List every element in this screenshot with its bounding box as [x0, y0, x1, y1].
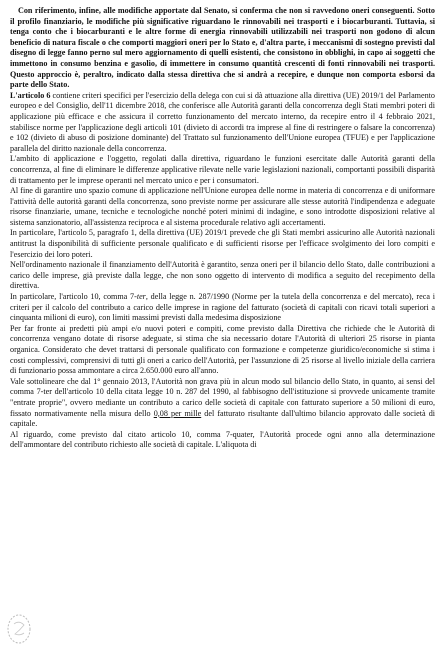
paragraph-resources: Per far fronte ai predetti più ampi e/o nuovi poteri e compiti, come previsto dalla Direttiva che richiede che le Autorità di concorrenza vengano dotate di risorse adeguate, si stima che sia necessario dotare l'Autorità di ulteriori 25 risorse in pianta organica. Considerato che devet trattarsi di personale qualificato con formazione e competenze giuridico/economiche si stima i costi complessivi, comprensivi di tutti gli oneri a carico dell'Autorità, per l'assunzione di 25 risorse al livello iniziale della carriera di funzionario possa ammontare a circa 2.650.000 euro all'anno.	[10, 323, 435, 376]
rate-underlined: 0,08 per mille	[153, 408, 202, 418]
paragraph-article-6	[10, 91, 435, 155]
article-6-text: contiene criteri specifici per l'esercizio della delega con cui si dà attuazione alla direttiva (UE) 2019/1 del Parlamento europeo e del Consiglio, dell'11 dicembre 2018, che conferisce alle Autorità garanti della concorrenza degli Stati membri poteri di applicazione più efficace e che assicura il corretto funzionamento del mercato interno, da recepire entro il 4 febbraio 2021, stabilisce norme per l'applicazione degli articoli 101 (divieto di accordi tra imprese al fine di restringere o falsare la concorrenza) e 102 (divieto di abuso di posizione dominante) del Trattato sul funzionamento dell'Unione europea (TFUE) e per l'applicazione parallela del diritto nazionale della concorrenza.	[10, 90, 435, 153]
paragraph-senate-amendments: Con riferimento, infine, alle modifiche apportate dal Senato, si conferma che non si ravvedono oneri conseguenti. Sotto il profilo finanziario, le modifiche più significative riguardano le rinnovabili nei trasporti e i biocarburanti. Tuttavia, si tenga conto che i biocarburanti e le altre forme di energia rinnovabili utilizzabili nei trasporti non godono di alcun beneficio di natura fiscale o che comporti maggiori oneri per lo Stato e, d'altra parte, i meccanismi di sostegno previsti dal disegno di legge fanno perno sul mero aggiornamento di quelli esistenti, che consistono in obblighi, in capo ai soggetti che immettono in consumo benzina e gasolio, di immettere in consumo quantità crescenti di fonti rinnovabili nei trasporti. Questo approccio è, peraltro, indicato dalla stessa direttiva che si andrà a recepire, e dunque non comporta esborsi da parte dello Stato.	[10, 6, 435, 90]
article-10-text-b: , della legge n. 287/1990 (Norme per la tutela della concorrenza e del mercato), reca i criteri per il calcolo del contributo a carico delle imprese in ragione del fatturato (società di capitali con ricavi totali superiori a cinquanta milioni di euro), con limiti massimi previsti dalla medesima disposizione	[10, 292, 435, 323]
article-10-ter: ter	[136, 292, 146, 302]
since-2013-text-a: Vale sottolineare che dal 1° gennaio 2013, l'Autorità non grava più in alcun modo sul bilancio dello Stato, in quanto, ai sensi del comma 7-ter dell'articolo 10 della citata legge 10 n. 287 del 1990, al fabbisogno dell'istituzione si provvede unicamente tramite "entrate proprie", ovvero mediante un contributo a carico delle società di capitale con fatturato superiore a 50 milioni di euro, fissato normativamente nella misura dello	[10, 376, 435, 418]
article-6-lead: L'articolo 6	[10, 90, 51, 100]
paragraph-article-5: In particolare, l'articolo 5, paragrafo 1, della direttiva (UE) 2019/1 prevede che gli Stati membri assicurino alle Autorità nazionali antitrust la disponibilità di sufficiente personale qualificato e di sufficienti risorse per l'efficace svolgimento dei loro compiti e l'esercizio dei loro poteri.	[10, 228, 435, 259]
paragraph-financing: Nell'ordinamento nazionale il finanziamento dell'Autorità è garantito, senza oneri per il bilancio dello Stato, dalle contribuzioni a carico delle imprese, già previste dalla legge, che non sono oggetto di intervento di modifica a seguito del recepimento della direttiva.	[10, 260, 435, 291]
paragraph-contribution: Al riguardo, come previsto dal citato articolo 10, comma 7-quater, l'Autorità procede ogni anno alla determinazione dell'ammontare del contributo richiesto alle società di capitale. L'aliquota di	[10, 429, 435, 450]
paragraph-article-10	[10, 292, 435, 324]
paragraph-common-space: Al fine di garantire uno spazio comune di applicazione nell'Unione europea delle norme in materia di concorrenza e di uniformare l'attività delle autorità garanti della concorrenza, sono previste norme per assicurare alle stesse autorità l'indipendenza e adeguate risorse finanziarie, umane, tecniche e tecnologiche nonché poteri minimi di indagine, e sono introdotte disposizioni relative al sistema sanzionatorio, all'assistenza reciproca e al sistema procedurale relativo agli accertamenti.	[10, 186, 435, 227]
since-2013-text-b: del fatturato risultante dall'ultimo bilancio approvato dalle società di capitale.	[10, 408, 436, 429]
paragraph-scope: L'ambito di applicazione e l'oggetto, regolati dalla direttiva, riguardano le funzioni esercitate dalle Autorità garanti della concorrenza, al fine di eliminare le differenze applicative rilevate nelle varie legislazioni nazionali, comportanti possibili disparità di trattamento per le imprese operanti nel mercato unico e per i consumatori.	[10, 154, 435, 185]
paragraph-since-2013	[10, 377, 435, 430]
article-10-text-a: In particolare, l'articolo 10, comma 7-	[10, 292, 137, 302]
stamp-mark	[6, 612, 32, 646]
